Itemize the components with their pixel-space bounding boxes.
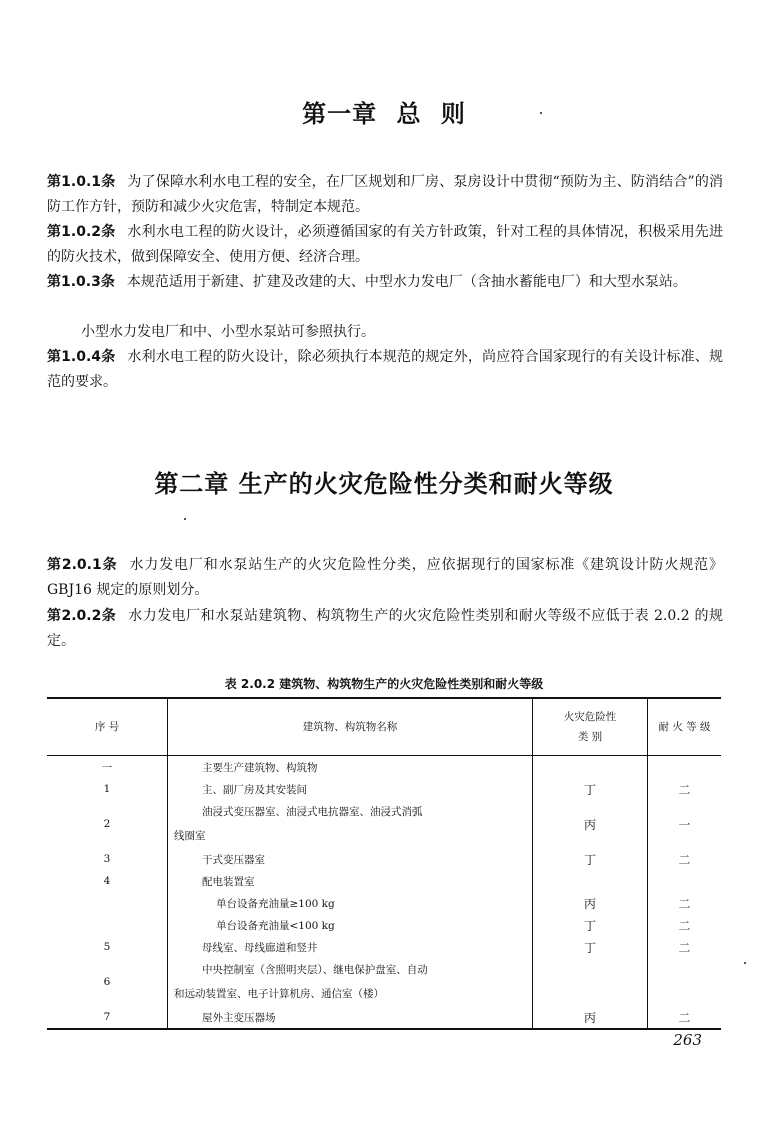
fire-rating-table — [47, 697, 721, 1030]
row-category: 丁 — [533, 778, 648, 800]
table-row — [47, 892, 721, 914]
scan-speck — [540, 112, 542, 114]
article-text: 为了保障水利水电工程的安全，在厂区规划和厂房、泵房设计中贯彻“预防为主、防消结合”的消防工作方针，预防和减少火灾危害，特制定本规范。 — [47, 174, 723, 215]
article-number: 第1.0.1条 — [47, 174, 116, 190]
row-category: 丙 — [533, 892, 648, 914]
article-1-0-3 — [47, 270, 723, 295]
row-category: 丙 — [533, 1006, 648, 1029]
row-name: 单台设备充油量<100 kg — [168, 914, 533, 936]
article-number: 第1.0.3条 — [47, 274, 115, 290]
row-name-line2: 线圈室 — [174, 830, 206, 842]
row-name: 屋外主变压器场 — [168, 1006, 533, 1029]
paragraph-small-stations: 小型水力发电厂和中、小型水泵站可参照执行。 — [81, 324, 375, 340]
row-number: 7 — [103, 1011, 111, 1023]
scan-speck — [184, 518, 186, 520]
table-caption: 表 2.0.2 建筑物、构筑物生产的火灾危险性类别和耐火等级 — [224, 677, 544, 691]
table-row — [47, 756, 721, 779]
article-2-0-2 — [47, 604, 723, 654]
row-name — [168, 800, 533, 848]
table-row — [47, 1006, 721, 1029]
article-1-0-1 — [47, 170, 723, 220]
article-text: 本规范适用于新建、扩建及改建的大、中型水力发电厂（含抽水蓄能电厂）和大型水泵站。 — [126, 274, 687, 290]
table-row — [47, 958, 721, 1006]
row-name-line1: 中央控制室（含照明夹层）、继电保护盘室、自动 — [202, 964, 428, 976]
row-name: 主要生产建筑物、构筑物 — [168, 756, 533, 779]
row-name: 干式变压器室 — [168, 848, 533, 870]
row-rating: 二 — [648, 848, 722, 870]
chapter-2-title: 第二章 生产的火灾危险性分类和耐火等级 — [154, 470, 614, 498]
table-row — [47, 936, 721, 958]
row-rating: 二 — [648, 914, 722, 936]
row-category — [533, 958, 648, 1006]
row-category — [533, 870, 648, 892]
row-rating — [648, 756, 722, 779]
table-row — [47, 848, 721, 870]
row-rating — [648, 870, 722, 892]
article-1-0-2 — [47, 220, 723, 270]
row-rating: 一 — [648, 800, 722, 848]
scan-speck — [744, 962, 746, 964]
table-header-row — [47, 698, 721, 756]
row-name: 母线室、母线廊道和竖井 — [168, 936, 533, 958]
header-name: 建筑物、构筑物名称 — [168, 698, 533, 756]
row-rating: 二 — [648, 936, 722, 958]
row-name: 主、副厂房及其安装间 — [168, 778, 533, 800]
row-name — [168, 958, 533, 1006]
row-category: 丁 — [533, 914, 648, 936]
row-rating — [648, 958, 722, 1006]
row-category — [533, 756, 648, 779]
article-number: 第1.0.2条 — [47, 224, 116, 240]
row-category: 丙 — [533, 800, 648, 848]
row-number: 2 — [103, 818, 111, 830]
table-body — [47, 756, 721, 1030]
header-rating: 耐 火 等 级 — [648, 698, 722, 756]
table-row — [47, 914, 721, 936]
article-text: 水力发电厂和水泵站建筑物、构筑物生产的火灾危险性类别和耐火等级不应低于表 2.0.2 的规定。 — [47, 608, 723, 649]
row-name-line1: 油浸式变压器室、油浸式电抗器室、油浸式消弧 — [202, 806, 423, 818]
row-number: 3 — [103, 853, 111, 865]
header-category-line1: 火灾危险性 — [563, 711, 617, 723]
row-name-line2: 和远动装置室、电子计算机房、通信室（楼） — [174, 988, 384, 1000]
header-category — [533, 698, 648, 756]
page-number: 263 — [673, 1031, 702, 1049]
table-row — [47, 870, 721, 892]
row-name: 单台设备充油量≥100 kg — [168, 892, 533, 914]
row-category: 丁 — [533, 936, 648, 958]
row-rating: 二 — [648, 778, 722, 800]
table-row — [47, 778, 721, 800]
row-number: 4 — [103, 875, 111, 887]
row-category: 丁 — [533, 848, 648, 870]
row-number — [47, 914, 168, 936]
article-1-0-4 — [47, 345, 723, 395]
row-rating: 二 — [648, 1006, 722, 1029]
row-number: 6 — [103, 976, 111, 988]
article-text: 水力发电厂和水泵站生产的火灾危险性分类，应依据现行的国家标准《建筑设计防火规范》GBJ16 规定的原则划分。 — [47, 557, 723, 598]
article-2-0-1 — [47, 553, 723, 603]
article-number: 第1.0.4条 — [47, 349, 116, 365]
article-number: 第2.0.1条 — [47, 557, 118, 573]
chapter-1-title: 第一章 总 则 — [302, 100, 466, 128]
row-number: 1 — [103, 783, 111, 795]
row-name: 配电装置室 — [168, 870, 533, 892]
table-row — [47, 800, 721, 848]
header-category-line2: 类 别 — [577, 731, 603, 743]
row-number — [47, 892, 168, 914]
article-number: 第2.0.2条 — [47, 608, 117, 624]
header-no: 序 号 — [47, 698, 168, 756]
article-text: 水利水电工程的防火设计，必须遵循国家的有关方针政策，针对工程的具体情况，积极采用先进的防火技术，做到保障安全、使用方便、经济合理。 — [47, 224, 723, 265]
row-number: 一 — [101, 761, 113, 774]
row-number: 5 — [103, 941, 111, 953]
row-rating: 二 — [648, 892, 722, 914]
article-text: 水利水电工程的防火设计，除必须执行本规范的规定外，尚应符合国家现行的有关设计标准、规范的要求。 — [47, 349, 723, 390]
